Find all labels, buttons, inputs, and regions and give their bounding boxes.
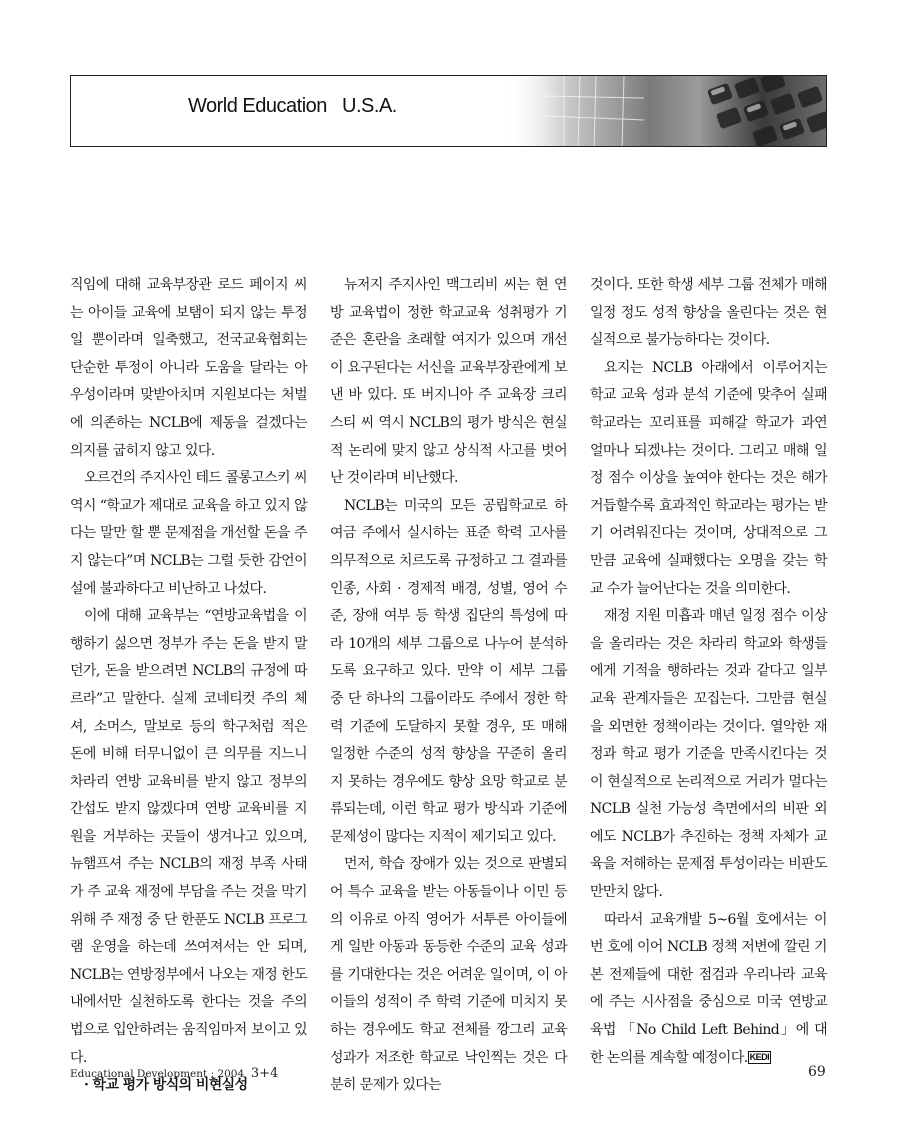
paragraph: 먼저, 학습 장애가 있는 것으로 판별되어 특수 교육을 받는 아동들이나 이민 등의 이유로 아직 영어가 서투른 아이들에게 일반 아동과 동등한 수준의 교육 성과를 기대한다는 것은 어려운 일이며, 이 아이들의 성적이 주 학력 기준에 미치지 못하는 경우에도 학교 전체를 깡그리 교육 성과가 저조한 학교로 낙인찍는 것은 다분히 문제가 있다는 — [330, 856, 567, 1094]
paragraph: 직임에 대해 교육부장관 로드 페이지 씨는 아이들 교육에 보탬이 되지 않는 투정일 뿐이라며 일축했고, 전국교육협회는 단순한 투정이 아니라 도움을 달라는 아우성이라며 맞받아치며 지원보다는 처벌에 의존하는 NCLB에 제동을 걸겠다는 의지를 굽히지 않고 있다. — [70, 277, 307, 459]
paragraph: 이에 대해 교육부는 “연방교육법을 이행하기 싫으면 정부가 주는 돈을 받지 말던가, 돈을 받으려면 NCLB의 규정에 따르라”고 말한다. 실제 코네티컷 주의 체셔, 소머스, 말보로 등의 학구처럼 적은 돈에 비해 터무니없이 큰 의무를 지느니 차라리 연방 교육비를 받지 않고 정부의 간섭도 받지 않겠다며 연방 교육비를 지원을 거부하는 곳들이 생겨나고 있으며, 뉴햄프셔 주는 NCLB의 재정 부족 사태가 주 교육 재정에 부담을 주는 것을 막기 위해 주 재정 중 단 한푼도 NCLB 프로그램 운영을 하는데 쓰여져서는 안 되며, NCLB는 연방정부에서 나오는 재정 한도 내에서만 실천하도록 한다는 것을 주의 법으로 입안하려는 움직임마저 보이고 있다. — [70, 608, 307, 1066]
footer-journal-info — [70, 1066, 278, 1081]
paragraph: 오르건의 주지사인 테드 콜롱고스키 씨 역시 “학교가 제대로 교육을 하고 있지 않다는 말만 할 뿐 문제점을 개선할 돈을 주지 않는다”며 NCLB는 그럴 듯한 감언이설에 불과하다고 비난하고 나섰다. — [70, 470, 307, 597]
section-title: World Education U.S.A. — [188, 95, 397, 117]
kedi-end-mark-logo: KEDI — [749, 1051, 770, 1062]
article-column-1 — [70, 272, 307, 1100]
section-header — [70, 75, 827, 147]
article-column-3 — [590, 272, 827, 1072]
paragraph: 것이다. 또한 학생 세부 그룹 전체가 매해 일정 정도 성적 향상을 올린다는 것은 현실적으로 불가능하다는 것이다. — [590, 277, 827, 349]
header-photo — [504, 76, 827, 147]
paragraph-text: 따라서 교육개발 5~6월 호에서는 이번 호에 이어 NCLB 정책 저변에 깔린 기본 전제들에 대한 점검과 우리나라 교육에 주는 시사점을 중심으로 미국 연방교육법 「No Child Left Behind」에 대한 논의를 계속할 예정이다. — [590, 911, 827, 1066]
paragraph — [590, 907, 827, 1073]
header-photo-graphic — [504, 76, 827, 147]
subheading: · 학교 평가 방식의 비현실성 — [84, 1077, 248, 1094]
paragraph: NCLB는 미국의 모든 공립학교로 하여금 주에서 실시하는 표준 학력 고사를 의무적으로 치르도록 규정하고 그 결과를 인종, 사회 · 경제적 배경, 성별, 영어 수준, 장애 여부 등 학생 집단의 특성에 따라 10개의 세부 그룹으로 나누어 분석하도록 요구하고 있다. 만약 이 세부 그룹 중 단 하나의 그룹이라도 주에서 정한 학력 기준에 도달하지 못할 경우, 또 매해 일정한 수준의 성적 향상을 꾸준히 올리지 못하는 경우에도 향상 요망 학교로 분류되는데, 이런 학교 평가 방식과 기준에 문제성이 많다는 지적이 제기되고 있다. — [330, 497, 567, 845]
page-number: 69 — [808, 1064, 826, 1080]
footer-issue: 3+4 — [250, 1066, 279, 1081]
paragraph: 재정 지원 미흡과 매년 일정 점수 이상을 올리라는 것은 차라리 학교와 학생들에게 기적을 행하라는 것과 같다고 일부 교육 관계자들은 꼬집는다. 그만큼 현실을 외면한 정책이라는 것이다. 열악한 재정과 학교 평가 기준을 만족시킨다는 것이 현실적으로 논리적으로 거리가 멀다는 NCLB 실천 가능성 측면에서의 비판 외에도 NCLB가 추진하는 정책 자체가 교육을 저해하는 문제점 투성이라는 비판도 만만치 않다. — [590, 608, 827, 901]
paragraph: 요지는 NCLB 아래에서 이루어지는 학교 교육 성과 분석 기준에 맞추어 실패 학교라는 꼬리표를 피해갈 학교가 과연 얼마나 되겠냐는 것이다. 그리고 매해 일정 점수 이상을 높여야 한다는 것은 해가 거듭할수록 효과적인 학교라는 평가는 받기 어려워진다는 것이며, 상대적으로 그만큼 교육에 실패했다는 오명을 갖는 학교 수가 늘어난다는 것을 의미한다. — [590, 359, 827, 597]
footer-journal: Educational Development : 2004 — [70, 1068, 251, 1080]
paragraph: 뉴저지 주지사인 맥그리비 씨는 현 연방 교육법이 정한 학교교육 성취평가 기준은 혼란을 초래할 여지가 있으며 개선이 요구된다는 서신을 교육부장관에게 보낸 바 있다. 또 버지니아 주 교육장 크리스티 씨 역시 NCLB의 평가 방식은 현실적 논리에 맞지 않고 상식적 사고를 벗어난 것이라며 비난했다. — [330, 277, 567, 487]
article-column-2 — [330, 272, 567, 1100]
